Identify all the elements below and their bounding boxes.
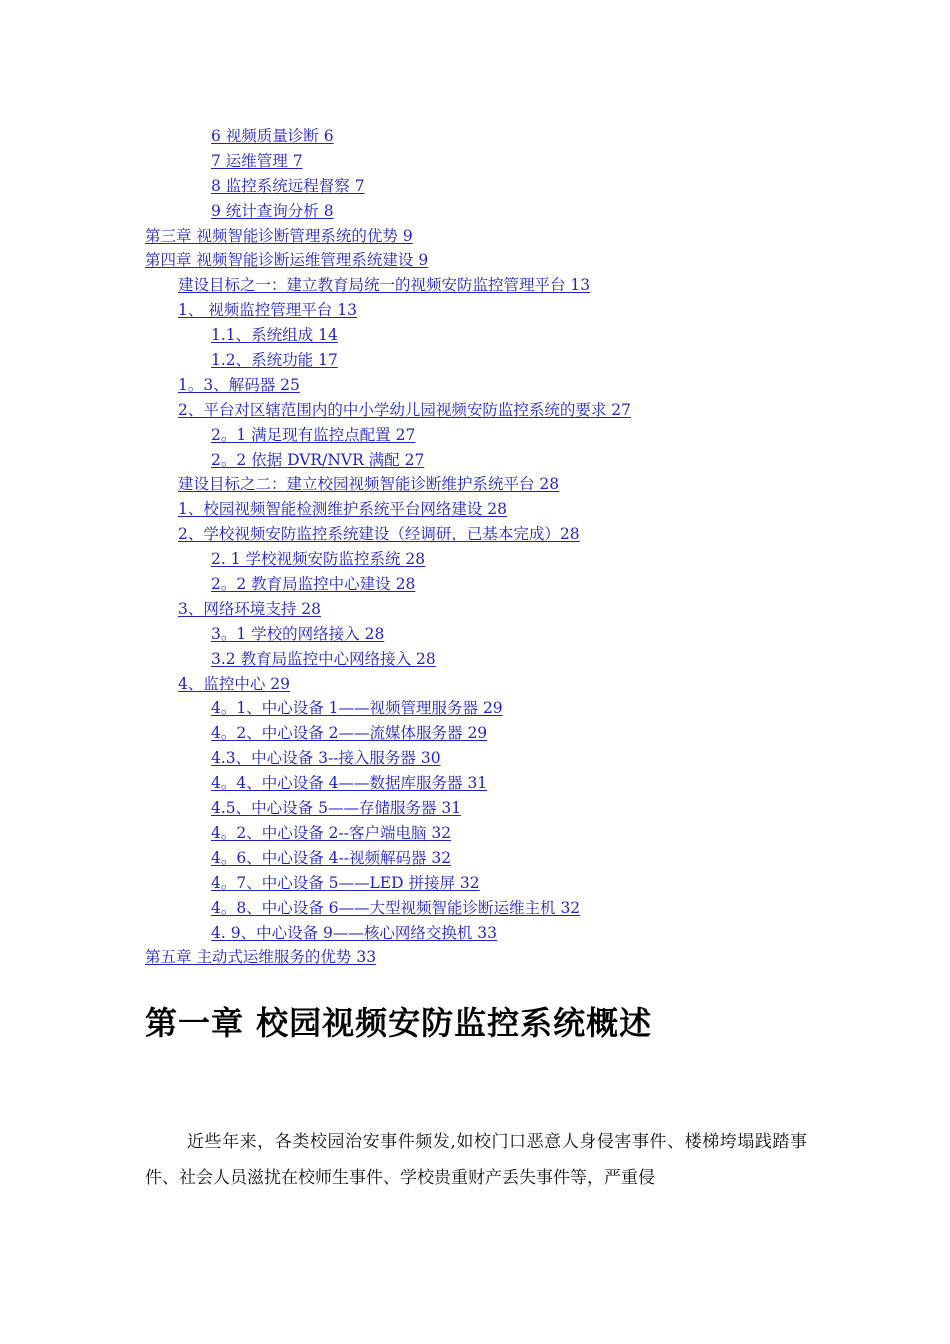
- toc-entry: [0, 572, 950, 597]
- toc-entry: [0, 871, 950, 896]
- toc-entry: [0, 448, 950, 473]
- toc-entry: [0, 647, 950, 672]
- toc-entry: [0, 149, 950, 174]
- toc-entry: [0, 323, 950, 348]
- toc-entry: [0, 273, 950, 298]
- toc-link[interactable]: 1.2、系统功能 17: [211, 351, 338, 370]
- toc-link[interactable]: 1、校园视频智能检测维护系统平台网络建设 28: [178, 500, 508, 519]
- toc-entry: [0, 248, 950, 273]
- toc-link[interactable]: 9 统计查询分析 8: [211, 201, 334, 220]
- toc-entry: [0, 497, 950, 522]
- toc-entry: [0, 298, 950, 323]
- toc-entry: [0, 472, 950, 497]
- toc-link[interactable]: 4。2、中心设备 2——流媒体服务器 29: [211, 724, 488, 743]
- toc-link[interactable]: 第四章 视频智能诊断运维管理系统建设 9: [145, 251, 429, 270]
- toc-link[interactable]: 7 运维管理 7: [211, 151, 303, 170]
- toc-link[interactable]: 3、网络环境支持 28: [178, 599, 322, 618]
- toc-entry: [0, 921, 950, 946]
- chapter-heading: 第一章 校园视频安防监控系统概述: [145, 1004, 653, 1042]
- body-paragraph: 近些年来，各类校园治安事件频发,如校门口恶意人身侵害事件、楼梯垮塌践踏事件、社会人员滋扰在校师生事件、学校贵重财产丢失事件等，严重侵: [145, 1132, 807, 1188]
- toc-entry: [0, 124, 950, 149]
- toc-link[interactable]: 4。7、中心设备 5——LED 拼接屏 32: [211, 873, 480, 892]
- toc-link[interactable]: 4。4、中心设备 4——数据库服务器 31: [211, 774, 488, 793]
- toc-link[interactable]: 8 监控系统远程督察 7: [211, 176, 365, 195]
- toc-link[interactable]: 3。1 学校的网络接入 28: [211, 624, 385, 643]
- toc-link[interactable]: 1.1、系统组成 14: [211, 326, 338, 345]
- toc-entry: [0, 398, 950, 423]
- toc-entry: [0, 945, 950, 970]
- toc-entry: [0, 348, 950, 373]
- toc-entry: [0, 174, 950, 199]
- toc-link[interactable]: 4、监控中心 29: [178, 674, 291, 693]
- toc-entry: [0, 721, 950, 746]
- toc-link[interactable]: 2、学校视频安防监控系统建设（经调研，已基本完成）28: [178, 525, 580, 544]
- toc-link[interactable]: 4.3、中心设备 3--接入服务器 30: [211, 749, 441, 768]
- toc-link[interactable]: 第五章 主动式运维服务的优势 33: [145, 948, 377, 967]
- toc-link[interactable]: 建设目标之一：建立教育局统一的视频安防监控管理平台 13: [178, 276, 591, 295]
- table-of-contents: [0, 124, 950, 970]
- toc-entry: [0, 547, 950, 572]
- toc-link[interactable]: 4。1、中心设备 1——视频管理服务器 29: [211, 699, 503, 718]
- toc-entry: [0, 597, 950, 622]
- toc-entry: [0, 423, 950, 448]
- toc-entry: [0, 896, 950, 921]
- toc-entry: [0, 846, 950, 871]
- toc-entry: [0, 821, 950, 846]
- toc-link[interactable]: 2。2 依据 DVR/NVR 满配 27: [211, 450, 425, 469]
- toc-link[interactable]: 6 视频质量诊断 6: [211, 127, 334, 145]
- toc-entry: [0, 224, 950, 249]
- toc-link[interactable]: 4。8、中心设备 6——大型视频智能诊断运维主机 32: [211, 898, 581, 917]
- toc-link[interactable]: 2. 1 学校视频安防监控系统 28: [211, 550, 426, 569]
- toc-entry: [0, 373, 950, 398]
- toc-link[interactable]: 建设目标之二：建立校园视频智能诊断维护系统平台 28: [178, 475, 560, 494]
- toc-link[interactable]: 4. 9、中心设备 9——核心网络交换机 33: [211, 923, 498, 942]
- toc-entry: [0, 522, 950, 547]
- toc-entry: [0, 796, 950, 821]
- toc-entry: [0, 622, 950, 647]
- toc-entry: [0, 199, 950, 224]
- toc-entry: [0, 672, 950, 697]
- toc-link[interactable]: 1。3、解码器 25: [178, 375, 300, 394]
- toc-link[interactable]: 4.5、中心设备 5——存储服务器 31: [211, 799, 462, 818]
- toc-entry: [0, 771, 950, 796]
- toc-link[interactable]: 4。6、中心设备 4--视频解码器 32: [211, 848, 452, 867]
- toc-entry: [0, 746, 950, 771]
- toc-entry: [0, 696, 950, 721]
- toc-link[interactable]: 2、平台对区辖范围内的中小学幼儿园视频安防监控系统的要求 27: [178, 400, 632, 419]
- toc-link[interactable]: 2。2 教育局监控中心建设 28: [211, 575, 416, 594]
- toc-link[interactable]: 3.2 教育局监控中心网络接入 28: [211, 649, 436, 668]
- toc-link[interactable]: 1、 视频监控管理平台 13: [178, 301, 357, 320]
- toc-link[interactable]: 4。2、中心设备 2--客户端电脑 32: [211, 823, 452, 842]
- toc-link[interactable]: 2。1 满足现有监控点配置 27: [211, 425, 416, 444]
- toc-link[interactable]: 第三章 视频智能诊断管理系统的优势 9: [145, 226, 413, 245]
